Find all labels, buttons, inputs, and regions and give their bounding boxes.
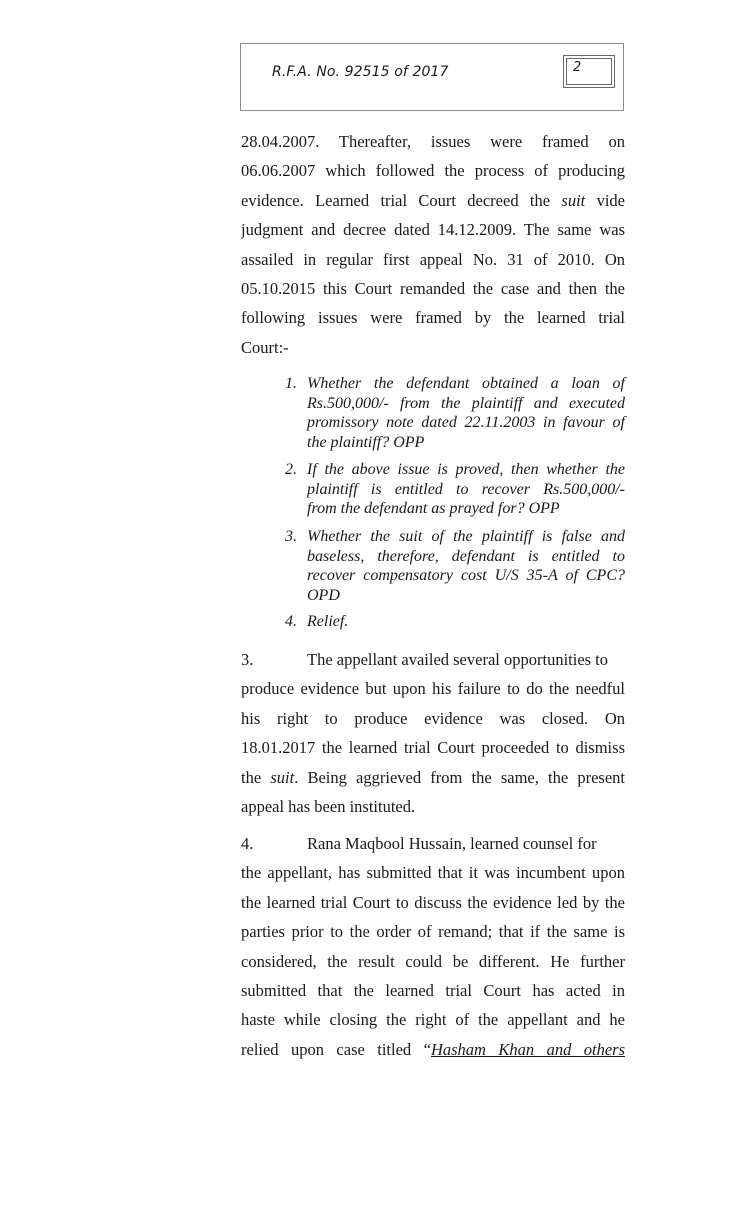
italic-word: suit <box>561 190 586 210</box>
text-line: the learned trial Court to discuss the evidence led by the <box>241 892 625 912</box>
text-line: considered, the result could be different. He further <box>241 951 625 971</box>
issue-number: 3. <box>285 528 297 545</box>
issue-text <box>307 612 625 632</box>
issue-line: OPD <box>307 587 340 605</box>
case-title: Hasham Khan and others <box>430 1039 625 1059</box>
issue-line: Relief. <box>307 613 349 630</box>
text-line <box>241 645 625 674</box>
text-line: 05.10.2015 this Court remanded the case and then the <box>241 278 625 298</box>
text-line <box>241 186 625 215</box>
intro-paragraph <box>241 127 625 362</box>
text-line: haste while closing the right of the appellant and he <box>241 1010 625 1030</box>
page-number: 2 <box>573 60 582 75</box>
text-line <box>241 763 625 792</box>
paragraph-4 <box>241 829 625 1064</box>
text-line: the appellant, has submitted that it was incumbent upon <box>241 863 625 883</box>
text-segment: Rana Maqbool Hussain, learned counsel for <box>307 834 597 853</box>
issue-text <box>307 527 625 606</box>
text-line: following issues were framed by the learned trial <box>241 308 625 328</box>
issue-text <box>307 460 625 519</box>
text-line: his right to produce evidence was closed. On <box>241 708 625 728</box>
issue-line: the plaintiff? OPP <box>307 434 425 452</box>
case-number: R.F.A. No. 92515 of 2017 <box>272 64 449 80</box>
paragraph-number: 3. <box>241 650 254 669</box>
text-segment: . Being aggrieved from the same, the present <box>294 767 625 787</box>
text-segment: the <box>241 767 262 787</box>
issue-number: 2. <box>285 461 297 478</box>
issue-number: 4. <box>285 613 297 630</box>
paragraph-number: 4. <box>241 834 254 853</box>
page-number-box <box>563 55 615 88</box>
text-line: submitted that the learned trial Court has acted in <box>241 980 625 1000</box>
text-segment: The appellant availed several opportunities to <box>307 650 609 669</box>
text-line: appeal has been instituted. <box>241 796 416 816</box>
text-segment: vide <box>596 190 625 210</box>
issue-number: 1. <box>285 375 297 392</box>
text-line: 06.06.2007 which followed the process of producing <box>241 161 625 181</box>
text-line <box>241 1035 625 1064</box>
issue-text <box>307 374 625 453</box>
text-line: assailed in regular first appeal No. 31 of 2010. On <box>241 249 625 269</box>
issue-line: baseless, therefore, defendant is entitled to <box>307 547 625 565</box>
text-line: Court:- <box>241 337 289 357</box>
issue-line: Whether the defendant obtained a loan of <box>307 375 625 392</box>
issue-line: Rs.500,000/- from the plaintiff and executed <box>307 394 625 412</box>
text-line: produce evidence but upon his failure to do the needful <box>241 679 625 699</box>
issue-line: from the defendant as prayed for? OPP <box>307 500 560 518</box>
header-box <box>240 43 624 111</box>
issue-line: promissory note dated 22.11.2003 in favour of <box>307 414 625 432</box>
text-segment: relied upon case titled “ <box>241 1039 431 1059</box>
text-line: parties prior to the order of remand; that if the same is <box>241 922 625 942</box>
issue-line: Whether the suit of the plaintiff is false and <box>307 528 625 545</box>
paragraph-3 <box>241 645 625 821</box>
text-line <box>241 829 625 858</box>
text-segment: evidence. Learned trial Court decreed the <box>241 190 551 210</box>
text-line: 18.01.2017 the learned trial Court proceeded to dismiss <box>241 738 625 758</box>
issue-line: If the above issue is proved, then whether the <box>307 461 625 478</box>
italic-word: suit <box>270 767 295 787</box>
issue-line: recover compensatory cost U/S 35-A of CPC? <box>307 567 625 585</box>
text-line: judgment and decree dated 14.12.2009. The same was <box>241 220 625 240</box>
issue-line: plaintiff is entitled to recover Rs.500,000/- <box>307 480 625 498</box>
text-line: 28.04.2007. Thereafter, issues were framed on <box>241 132 625 151</box>
